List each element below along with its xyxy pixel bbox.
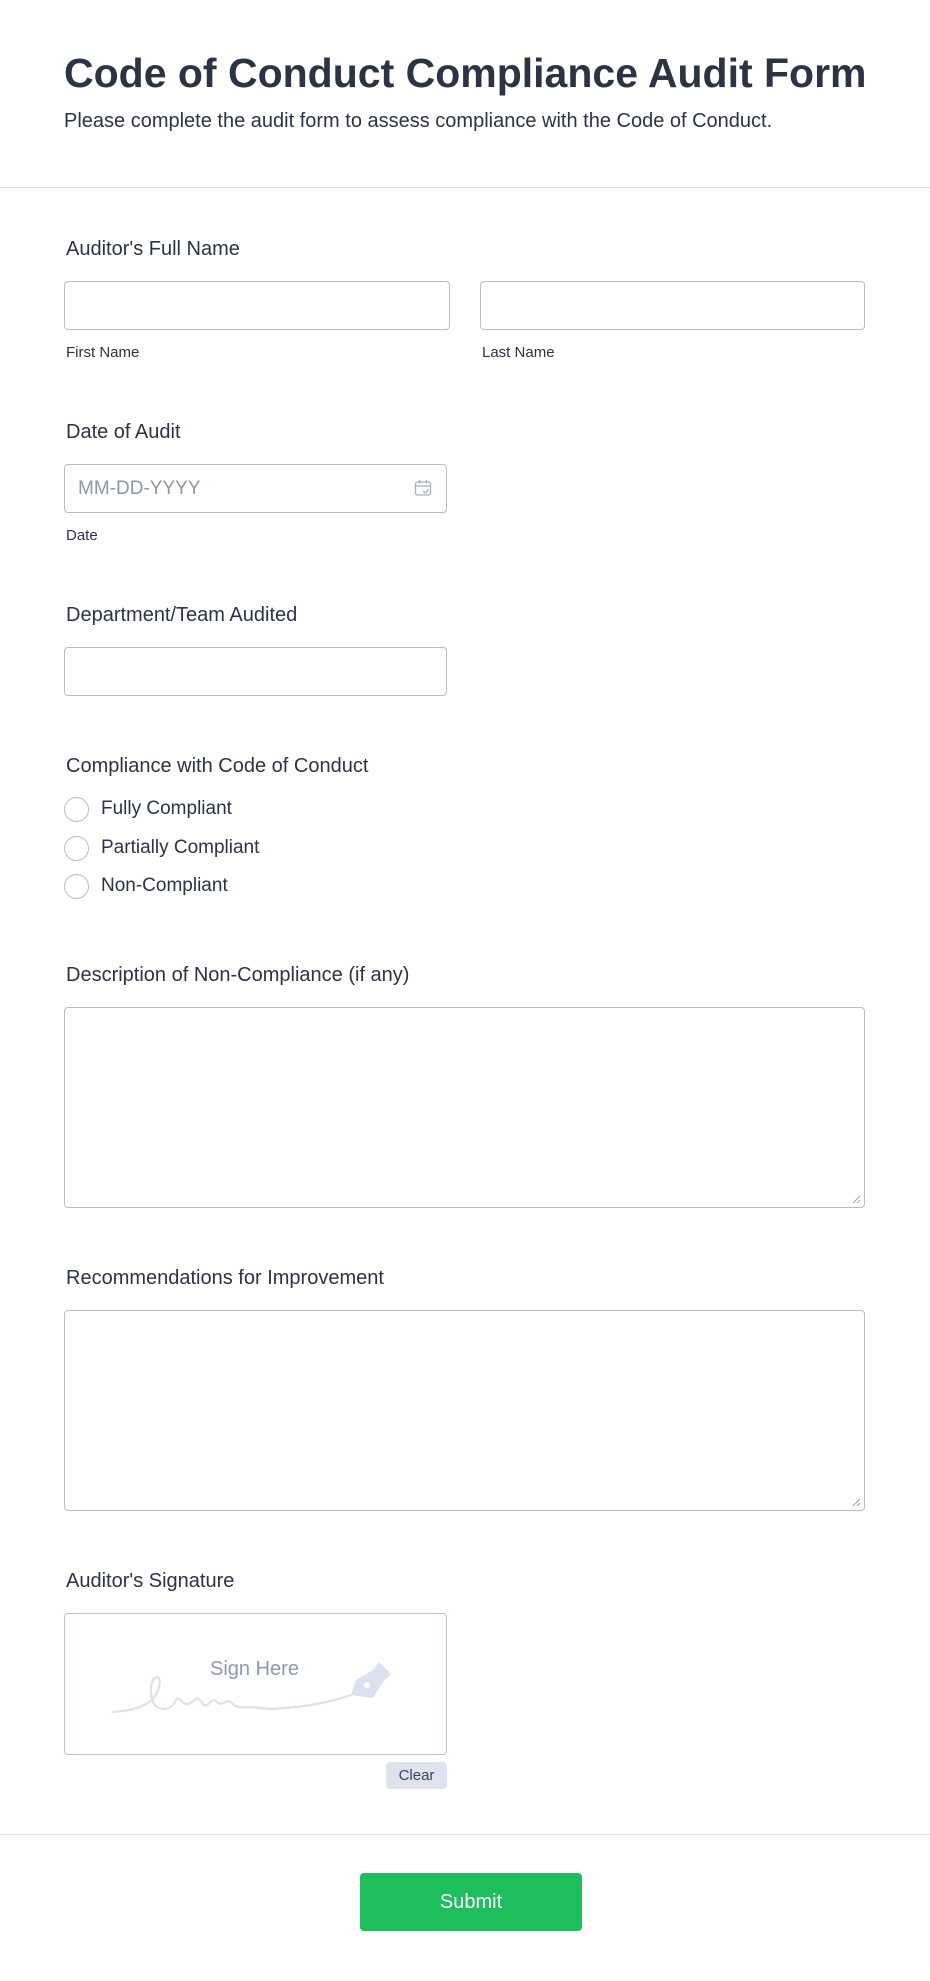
date-placeholder: MM-DD-YYYY [78, 478, 201, 499]
radio-button[interactable] [64, 836, 89, 861]
submit-button[interactable]: Submit [360, 1873, 582, 1931]
date-input[interactable] [64, 464, 447, 513]
radio-label: Partially Compliant [101, 837, 260, 858]
last-name-input[interactable] [480, 281, 865, 330]
date-of-audit-label: Date of Audit [66, 421, 181, 443]
radio-button[interactable] [64, 874, 89, 899]
department-input[interactable] [64, 647, 447, 696]
first-name-input[interactable] [64, 281, 450, 330]
pen-nib-icon [351, 1662, 391, 1698]
calendar-icon[interactable] [414, 479, 432, 497]
resize-grip-icon[interactable] [851, 1497, 861, 1507]
clear-signature-button[interactable]: Clear [386, 1762, 447, 1789]
signature-label: Auditor's Signature [66, 1570, 235, 1592]
form-subtitle: Please complete the audit form to assess compliance with the Code of Conduct. [64, 110, 773, 132]
auditor-name-label: Auditor's Full Name [66, 238, 240, 260]
radio-label: Fully Compliant [101, 798, 232, 819]
resize-grip-icon[interactable] [851, 1194, 861, 1204]
radio-label: Non-Compliant [101, 875, 228, 896]
non-compliance-label: Description of Non-Compliance (if any) [66, 964, 410, 986]
department-label: Department/Team Audited [66, 604, 298, 626]
sign-here-placeholder: Sign Here [210, 1658, 299, 1680]
date-sublabel: Date [66, 527, 98, 544]
recommendations-textarea[interactable] [64, 1310, 865, 1511]
first-name-sublabel: First Name [66, 344, 140, 361]
recommendations-label: Recommendations for Improvement [66, 1267, 384, 1289]
radio-button[interactable] [64, 797, 89, 822]
compliance-label: Compliance with Code of Conduct [66, 755, 369, 777]
last-name-sublabel: Last Name [482, 344, 555, 361]
footer-divider [0, 1834, 930, 1835]
non-compliance-textarea[interactable] [64, 1007, 865, 1208]
form-header [0, 0, 930, 188]
form-title: Code of Conduct Compliance Audit Form [64, 50, 867, 96]
signature-pad[interactable] [64, 1613, 447, 1755]
